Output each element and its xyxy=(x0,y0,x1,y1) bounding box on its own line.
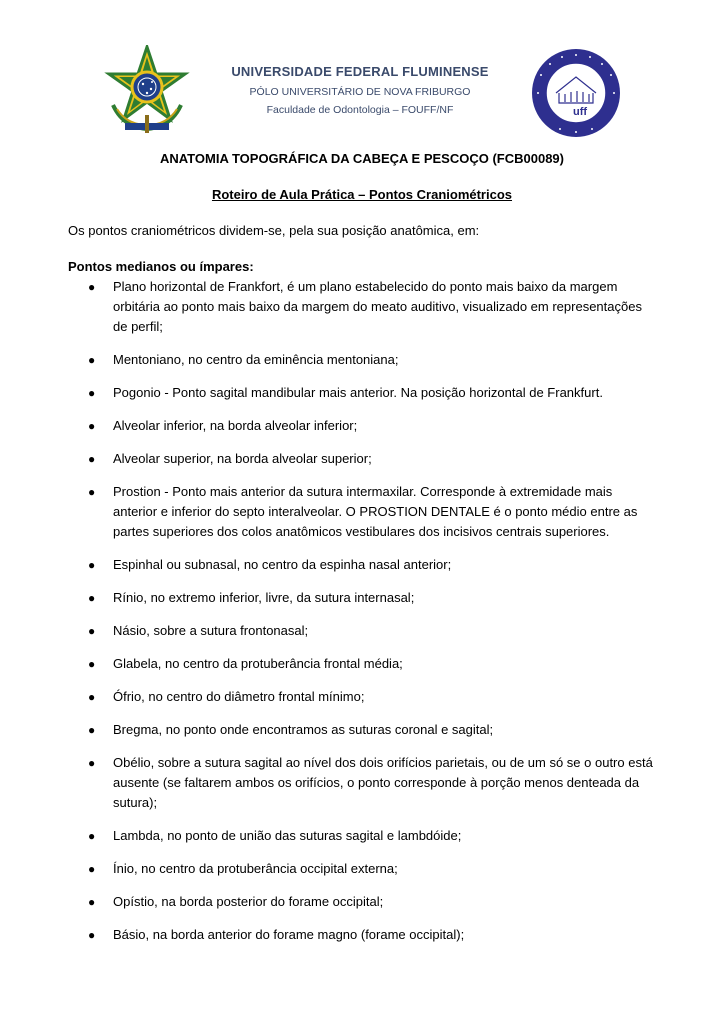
list-item-text: Básio, na borda anterior do forame magno (forame occipital); xyxy=(113,927,465,942)
bullet-icon: ● xyxy=(88,624,96,638)
list-item-text: Rínio, no extremo inferior, livre, da sutura internasal; xyxy=(113,590,415,605)
list-item-text: Espinhal ou subnasal, no centro da espinha nasal anterior; xyxy=(113,557,452,572)
list-item-text: Bregma, no ponto onde encontramos as suturas coronal e sagital; xyxy=(113,722,494,737)
list-item-text: Mentoniano, no centro da eminência mentoniana; xyxy=(113,352,399,367)
list-item xyxy=(68,416,658,436)
list-item xyxy=(68,588,658,608)
list-item-text: Plano horizontal de Frankfort, é um plano estabelecido do ponto mais baixo da margem orbitária ao ponto mais baixo da margem do meato auditivo, visualizado em representações de perfil; xyxy=(113,279,642,334)
faculty-name: Faculdade de Odontologia – FOUFF/NF xyxy=(266,104,454,116)
bullet-icon: ● xyxy=(88,928,96,942)
list-item-text: Násio, sobre a sutura frontonasal; xyxy=(113,623,309,638)
coat-of-arms-icon xyxy=(103,45,191,135)
bullet-icon: ● xyxy=(88,280,96,294)
bullet-icon: ● xyxy=(88,756,96,770)
list-item-text: Opístio, na borda posterior do forame occipital; xyxy=(113,894,384,909)
list-item xyxy=(68,482,658,542)
bullet-icon: ● xyxy=(88,386,96,400)
list-item xyxy=(68,654,658,674)
list-item xyxy=(68,925,658,945)
campus-name: PÓLO UNIVERSITÁRIO DE NOVA FRIBURGO xyxy=(249,86,471,98)
intro-paragraph: Os pontos craniométricos dividem-se, pela sua posição anatômica, em: xyxy=(68,223,480,238)
list-item-text: Ófrio, no centro do diâmetro frontal mínimo; xyxy=(113,689,365,704)
bullet-icon: ● xyxy=(88,419,96,433)
bullet-icon: ● xyxy=(88,657,96,671)
list-item xyxy=(68,383,658,403)
list-item-text: Lambda, no ponto de união das suturas sagital e lambdóide; xyxy=(113,828,462,843)
svg-text:uff: uff xyxy=(572,106,588,118)
list-item xyxy=(68,859,658,879)
list-item xyxy=(68,350,658,370)
list-item xyxy=(68,555,658,575)
subtitle-text: Roteiro de Aula Prática – Pontos Craniométricos xyxy=(211,187,513,202)
list-item xyxy=(68,753,658,813)
list-item xyxy=(68,277,658,337)
university-name: UNIVERSIDADE FEDERAL FLUMINENSE xyxy=(231,64,489,79)
list-item xyxy=(68,687,658,707)
list-item xyxy=(68,826,658,846)
list-item-text: Alveolar inferior, na borda alveolar inferior; xyxy=(113,418,358,433)
list-item-text: Alveolar superior, na borda alveolar superior; xyxy=(113,451,372,466)
bullet-icon: ● xyxy=(88,895,96,909)
bullet-icon: ● xyxy=(88,690,96,704)
bullet-icon: ● xyxy=(88,485,96,499)
list-item-text: Ínio, no centro da protuberância occipital externa; xyxy=(113,861,398,876)
list-item-text: Pogonio - Ponto sagital mandibular mais anterior. Na posição horizontal de Frankfurt. xyxy=(113,385,603,400)
section-heading: Pontos medianos ou ímpares: xyxy=(68,259,254,274)
list-item-text: Obélio, sobre a sutura sagital ao nível dos dois orifícios parietais, ou de um só se o outro está ausente (se faltarem ambos os orifícios, o ponto corresponde à porção menos denteada da sutura); xyxy=(113,755,653,810)
list-item xyxy=(68,621,658,641)
document-subtitle xyxy=(0,187,724,202)
document-title: ANATOMIA TOPOGRÁFICA DA CABEÇA E PESCOÇO (FCB00089) xyxy=(159,151,564,166)
list-item xyxy=(68,720,658,740)
list-item-text: Prostion - Ponto mais anterior da sutura intermaxilar. Corresponde à extremidade mais anterior e inferior do septo interalveolar. O PROSTION DENTALE é o ponto médio entre as partes superiores dos colos anatômicos vestibulares dos incisivos centrais superiores. xyxy=(113,484,638,539)
bullet-icon: ● xyxy=(88,829,96,843)
bullet-icon: ● xyxy=(88,862,96,876)
bullet-icon: ● xyxy=(88,452,96,466)
bullet-icon: ● xyxy=(88,591,96,605)
list-item-text: Glabela, no centro da protuberância frontal média; xyxy=(113,656,403,671)
list-item xyxy=(68,449,658,469)
bullet-icon: ● xyxy=(88,723,96,737)
craniometric-points-list xyxy=(68,277,658,958)
bullet-icon: ● xyxy=(88,558,96,572)
bullet-icon: ● xyxy=(88,353,96,367)
list-item xyxy=(68,892,658,912)
faculty-seal-icon xyxy=(530,47,622,139)
